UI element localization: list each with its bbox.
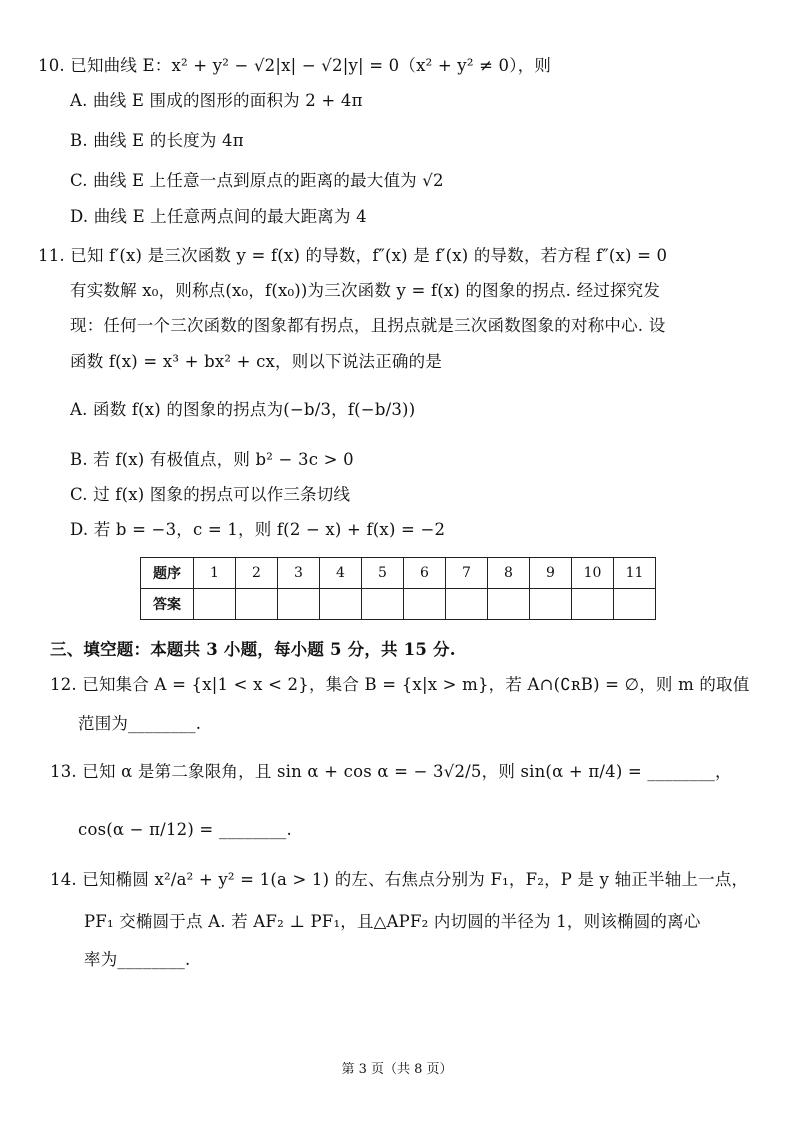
q10-option-a: A. 曲线 E 围成的图形的面积为 2 + 4π — [70, 91, 363, 110]
answer-table-number-cell: 3 — [278, 558, 320, 589]
answer-table-number-cell: 2 — [236, 558, 278, 589]
answer-cell[interactable] — [194, 589, 236, 620]
q11-stem-line2: 有实数解 x₀，则称点(x₀，f(x₀))为三次函数 y = f(x) 的图象的拐点. 经过探究发 — [70, 281, 661, 300]
answer-table — [140, 557, 656, 620]
answer-table-number-cell: 6 — [404, 558, 446, 589]
section-3-heading: 三、填空题：本题共 3 小题，每小题 5 分，共 15 分. — [50, 640, 456, 659]
answer-table-number-cell: 8 — [488, 558, 530, 589]
q11-option-d: D. 若 b = −3，c = 1，则 f(2 − x) + f(x) = −2 — [70, 520, 446, 539]
q14-line2: PF₁ 交椭圆于点 A. 若 AF₂ ⊥ PF₁，且△APF₂ 内切圆的半径为 1，则该椭圆的离心 — [84, 912, 701, 931]
answer-table-number-cell: 1 — [194, 558, 236, 589]
answer-table-number-cell: 10 — [572, 558, 614, 589]
page-footer: 第 3 页（共 8 页） — [341, 1062, 453, 1077]
answer-table-header-answer: 答案 — [141, 589, 194, 620]
q11-option-c: C. 过 f(x) 图象的拐点可以作三条切线 — [70, 485, 351, 504]
q10-option-d: D. 曲线 E 上任意两点间的最大距离为 4 — [70, 207, 367, 226]
answer-cell[interactable] — [362, 589, 404, 620]
q11-option-b: B. 若 f(x) 有极值点，则 b² − 3c > 0 — [70, 450, 354, 469]
q11-option-a: A. 函数 f(x) 的图象的拐点为(−b/3，f(−b/3)) — [70, 400, 416, 419]
answer-cell[interactable] — [530, 589, 572, 620]
answer-table-row-answers — [141, 589, 656, 620]
q14-line3: 率为________. — [84, 950, 191, 969]
q11-stem-line1: 11. 已知 f′(x) 是三次函数 y = f(x) 的导数，f″(x) 是 f′(x) 的导数，若方程 f″(x) = 0 — [38, 246, 668, 265]
answer-cell[interactable] — [488, 589, 530, 620]
answer-table-row-numbers — [141, 558, 656, 589]
answer-cell[interactable] — [446, 589, 488, 620]
q12-line2: 范围为________. — [78, 714, 202, 733]
q13-line2: cos(α − π/12) = ________. — [78, 820, 292, 839]
answer-cell[interactable] — [320, 589, 362, 620]
answer-table-header-number: 题序 — [141, 558, 194, 589]
answer-cell[interactable] — [404, 589, 446, 620]
answer-table-number-cell: 4 — [320, 558, 362, 589]
answer-table-number-cell: 7 — [446, 558, 488, 589]
answer-cell[interactable] — [278, 589, 320, 620]
q10-stem: 10. 已知曲线 E：x² + y² − √2|x| − √2|y| = 0（x² + y² ≠ 0），则 — [38, 56, 552, 75]
q11-stem-line4: 函数 f(x) = x³ + bx² + cx，则以下说法正确的是 — [70, 352, 443, 371]
q10-option-c: C. 曲线 E 上任意一点到原点的距离的最大值为 √2 — [70, 171, 444, 190]
q11-stem-line3: 现：任何一个三次函数的图象都有拐点，且拐点就是三次函数图象的对称中心. 设 — [70, 316, 666, 335]
answer-table-number-cell: 11 — [614, 558, 656, 589]
q10-option-b: B. 曲线 E 的长度为 4π — [70, 131, 244, 150]
q12-line1: 12. 已知集合 A = {x|1 < x < 2}，集合 B = {x|x > m}，若 A∩(∁ʀB) = ∅，则 m 的取值 — [50, 675, 750, 694]
answer-table-number-cell: 5 — [362, 558, 404, 589]
q13-line1: 13. 已知 α 是第二象限角，且 sin α + cos α = − 3√2/5，则 sin(α + π/4) = ________， — [50, 762, 732, 781]
answer-cell[interactable] — [236, 589, 278, 620]
answer-table-number-cell: 9 — [530, 558, 572, 589]
answer-cell[interactable] — [572, 589, 614, 620]
answer-cell[interactable] — [614, 589, 656, 620]
q14-line1: 14. 已知椭圆 x²/a² + y² = 1(a > 1) 的左、右焦点分别为 F₁，F₂，P 是 y 轴正半轴上一点， — [50, 870, 749, 889]
